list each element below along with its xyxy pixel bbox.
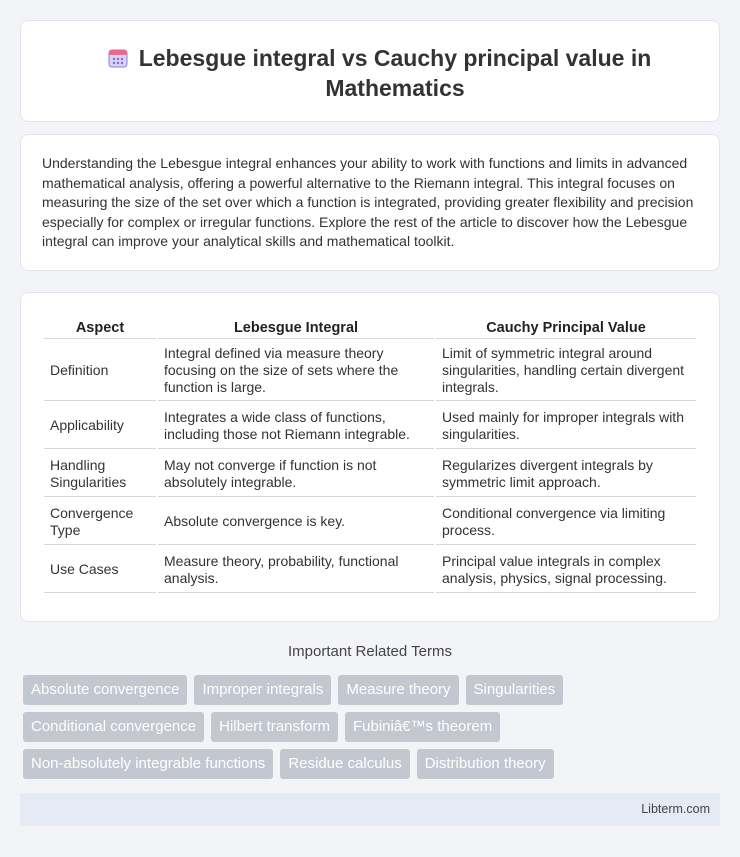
comparison-table <box>42 314 698 595</box>
table-cell-aspect: Convergence Type <box>44 499 156 545</box>
comparison-card <box>20 292 720 622</box>
table-cell-lebesgue: Integrates a wide class of functions, including those not Riemann integrable. <box>158 403 434 449</box>
page-title: Lebesgue integral vs Cauchy principal value in Mathematics <box>138 45 652 101</box>
table-row <box>44 341 696 401</box>
intro-paragraph: Understanding the Lebesgue integral enhances your ability to work with functions and limits in advanced mathematical analysis, offering a powerful alternative to the Riemann integral. This integral focuses on measuring the size of the set over which a function is integrated, providing greater flexibility and precision especially for complex or irregular functions. Explore the rest of the article to discover how the Lebesgue integral can improve your analytical skills and mathematical toolkit. <box>42 155 694 250</box>
table-cell-lebesgue: May not converge if function is not absolutely integrable. <box>158 451 434 497</box>
table-cell-lebesgue: Integral defined via measure theory focusing on the size of sets where the function is large. <box>158 341 434 401</box>
table-cell-aspect: Handling Singularities <box>44 451 156 497</box>
table-cell-cauchy: Limit of symmetric integral around singularities, handling certain divergent integrals. <box>436 341 696 401</box>
related-term-tag[interactable]: Distribution theory <box>417 749 554 779</box>
footer-bar <box>20 793 720 826</box>
footer-site-link[interactable]: Libterm.com <box>641 802 710 816</box>
table-header-row <box>44 316 696 339</box>
table-cell-aspect: Use Cases <box>44 547 156 593</box>
related-term-tag[interactable]: Measure theory <box>338 675 458 705</box>
table-row <box>44 499 696 545</box>
related-terms-heading: Important Related Terms <box>288 643 452 660</box>
related-term-tag[interactable]: Fubiniâ€™s theorem <box>345 712 500 742</box>
table-cell-cauchy: Regularizes divergent integrals by symmetric limit approach. <box>436 451 696 497</box>
table-row <box>44 403 696 449</box>
related-term-tag[interactable]: Hilbert transform <box>211 712 338 742</box>
table-cell-cauchy: Used mainly for improper integrals with singularities. <box>436 403 696 449</box>
related-term-tag[interactable]: Improper integrals <box>194 675 331 705</box>
table-cell-cauchy: Conditional convergence via limiting process. <box>436 499 696 545</box>
header-cauchy: Cauchy Principal Value <box>436 316 696 339</box>
table-cell-lebesgue: Measure theory, probability, functional analysis. <box>158 547 434 593</box>
intro-card <box>20 134 720 271</box>
related-term-tag[interactable]: Absolute convergence <box>23 675 187 705</box>
related-terms-list <box>23 675 723 779</box>
table-row <box>44 547 696 593</box>
table-cell-lebesgue: Absolute convergence is key. <box>158 499 434 545</box>
related-term-tag[interactable]: Non-absolutely integrable functions <box>23 749 273 779</box>
table-row <box>44 451 696 497</box>
header-lebesgue: Lebesgue Integral <box>158 316 434 339</box>
title-card <box>20 20 720 122</box>
table-cell-cauchy: Principal value integrals in complex analysis, physics, signal processing. <box>436 547 696 593</box>
table-cell-aspect: Applicability <box>44 403 156 449</box>
table-cell-aspect: Definition <box>44 341 156 401</box>
related-term-tag[interactable]: Conditional convergence <box>23 712 204 742</box>
related-term-tag[interactable]: Singularities <box>466 675 564 705</box>
header-aspect: Aspect <box>44 316 156 339</box>
related-term-tag[interactable]: Residue calculus <box>280 749 409 779</box>
